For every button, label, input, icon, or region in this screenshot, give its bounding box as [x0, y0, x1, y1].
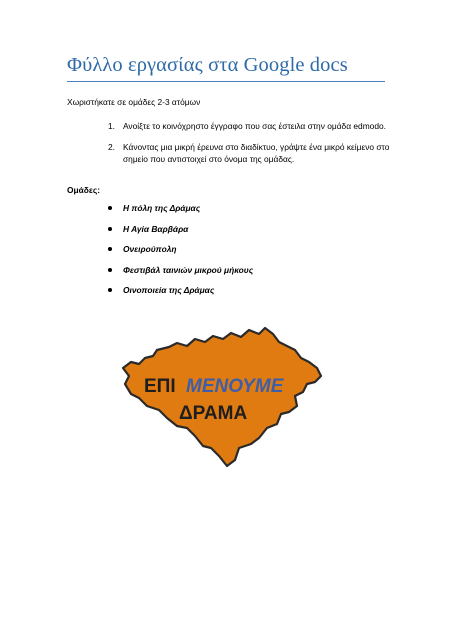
- drama-map-icon: [117, 320, 327, 475]
- bullet-icon: [108, 247, 112, 251]
- instruction-list: [108, 120, 393, 174]
- group-name: Οινοποιεία της Δράμας: [123, 285, 215, 295]
- group-name: Η Αγία Βαρβάρα: [123, 223, 189, 234]
- group-name: Ονειρούπολη: [123, 244, 177, 254]
- intro-text: Χωριστήκατε σε ομάδες 2-3 ατόμων: [67, 97, 201, 107]
- logo-text-drama: ΔΡΑΜΑ: [179, 403, 248, 424]
- group-item: [108, 203, 253, 224]
- drama-map-logo: [117, 320, 327, 475]
- document-title: Φύλλο εργασίας στα Google docs: [67, 54, 348, 76]
- instruction-number: 2.: [108, 142, 115, 152]
- group-item: [108, 224, 253, 245]
- logo-text-epi: ΕΠΙ: [144, 376, 176, 397]
- title-underline: [67, 81, 385, 82]
- group-item: [108, 265, 253, 286]
- prefecture-outline: [123, 328, 321, 466]
- instruction-item: [108, 120, 393, 132]
- instruction-item: [108, 141, 393, 165]
- logo-text-menoume: ΜΕΝΟΥΜΕ: [186, 376, 284, 397]
- group-name: Η πόλη της Δράμας: [123, 203, 201, 213]
- group-item: [108, 285, 253, 306]
- groups-list: [108, 203, 253, 306]
- bullet-icon: [108, 206, 112, 210]
- group-item: [108, 244, 253, 265]
- instruction-text: Κάνοντας μια μικρή έρευνα στο διαδίκτυο, γράψτε ένα μικρό κείμενο στο σημείο που αντιστοιχεί στο όνομα της ομάδας.: [123, 142, 390, 164]
- bullet-icon: [108, 288, 112, 292]
- instruction-text: Ανοίξτε το κοινόχρηστο έγγραφο που σας έστειλα στην ομάδα edmodo.: [123, 121, 386, 131]
- groups-heading: Ομάδες:: [67, 185, 100, 195]
- bullet-icon: [108, 227, 112, 231]
- bullet-icon: [108, 268, 112, 272]
- group-name: Φεστιβάλ ταινιών μικρού μήκους: [123, 264, 254, 275]
- instruction-number: 1.: [108, 121, 115, 131]
